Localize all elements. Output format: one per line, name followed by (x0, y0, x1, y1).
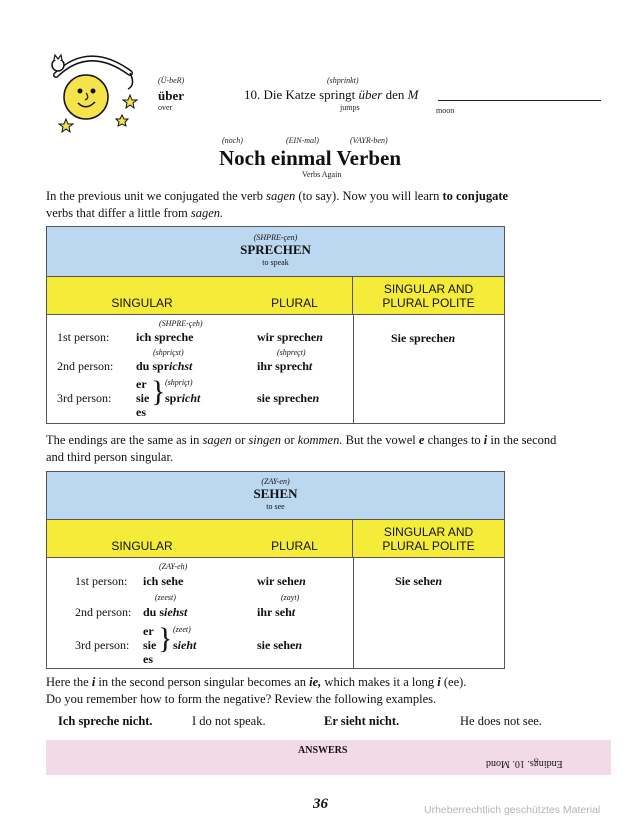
col-plural: PLURAL (237, 520, 353, 557)
copyright-watermark: Urheberrechtlich geschütztes Material (424, 804, 601, 816)
p2-pron: (zeest) (155, 593, 176, 602)
sprechen-gloss: to speak (262, 258, 289, 267)
uber-gloss: over (158, 103, 173, 112)
col-polite-line1: SINGULAR AND (383, 282, 474, 296)
p3-brace: } (158, 622, 173, 655)
p2-pron: (shpriçst) (153, 348, 184, 357)
para-text: (ee). (443, 675, 467, 689)
p2-plural: ihr seht (257, 605, 296, 619)
p2-plural-pron: (shpreçt) (277, 348, 306, 357)
example-1-german: Ich spreche nicht. (58, 714, 153, 728)
title-pron-einmal: (EIN-mal) (286, 136, 319, 145)
jumps-gloss: jumps (340, 103, 360, 112)
intro-text: In the previous unit we conjugated the verb (46, 189, 263, 203)
exercise-10-sentence (244, 87, 418, 103)
p3-es: es (136, 405, 146, 419)
para-letter: e (418, 433, 425, 447)
p3-sie: sie (136, 391, 150, 405)
para-letter: i (437, 675, 441, 689)
sprechen-pronunciation: (SHPRE-çen) (253, 233, 298, 242)
para-text: or (284, 433, 295, 447)
title-pron-verben: (VAYR-ben) (350, 136, 388, 145)
cat-moon-illustration (44, 45, 144, 135)
uber-word: über (158, 88, 184, 103)
sentence-den: den (385, 87, 405, 102)
sprechen-conjugation-table (46, 226, 505, 424)
answers-upside-down: Endings. 10. Mond (486, 758, 563, 769)
sprechen-column-headers (47, 277, 504, 315)
p3-er: er (136, 377, 147, 391)
col-polite-line2: PLURAL POLITE (382, 539, 475, 553)
sentence-blank-letter: M (407, 87, 419, 102)
long-i-paragraph (46, 674, 466, 708)
polite-form: Sie sehen (395, 574, 443, 588)
p3-plural: sie sehen (257, 638, 303, 652)
para-verb: singen (248, 433, 282, 447)
polite-form: Sie sprechen (391, 331, 456, 345)
sprechen-body (47, 315, 504, 423)
para-text: in the second (490, 433, 557, 447)
answers-box (46, 740, 611, 775)
p3-pron: (shpriçt) (165, 378, 193, 387)
example-2-german: Er sieht nicht. (324, 714, 400, 728)
title-pron-noch: (noch) (222, 136, 243, 145)
p3-pron: (zeet) (173, 625, 191, 634)
para-text: or (234, 433, 246, 447)
p2-label: 2nd person: (75, 605, 132, 619)
p3-er: er (143, 624, 154, 638)
para-verb: kommen. (297, 433, 343, 447)
intro-verb-sagen: sagen. (190, 206, 224, 220)
col-polite (353, 277, 504, 314)
col-polite-line2: PLURAL POLITE (382, 296, 475, 310)
para-text: in the second person singular becomes an (98, 675, 307, 689)
sentence-uber: über (358, 87, 383, 102)
uber-pronunciation: (Ü-beR) (158, 76, 185, 85)
para-text: But the vowel (345, 433, 416, 447)
p2-label: 2nd person: (57, 359, 114, 373)
para-letter: ie, (309, 675, 322, 689)
p1-label: 1st person: (57, 330, 110, 344)
sehen-gloss: to see (266, 502, 285, 511)
example-2-english: He does not see. (460, 714, 542, 728)
intro-text: verbs that differ a little from (46, 206, 188, 220)
p1-singular: ich sehe (143, 574, 184, 588)
col-singular: SINGULAR (111, 539, 173, 553)
para-text: Do you remember how to form the negative? Review the following examples. (46, 692, 437, 706)
p3-singular: spricht (165, 391, 201, 405)
p1-label: 1st person: (75, 574, 128, 588)
page-number: 36 (313, 796, 328, 812)
intro-text-bold: to conjugate (442, 189, 509, 203)
answer-blank-line (438, 100, 601, 101)
p3-plural: sie sprechen (257, 391, 320, 405)
sprechen-header (47, 227, 504, 277)
col-singular: SINGULAR (111, 296, 173, 310)
p3-sie: sie (143, 638, 157, 652)
para-text: which makes it a long (324, 675, 435, 689)
intro-paragraph (46, 188, 508, 222)
sprechen-verb: SPRECHEN (240, 242, 311, 257)
para-text: Here the (46, 675, 89, 689)
para-text: The endings are the same as in (46, 433, 200, 447)
intro-verb-sagen: sagen (266, 189, 296, 203)
springt-pronunciation: (shprinkt) (327, 76, 359, 85)
p1-pron: (ZAY-eh) (159, 562, 188, 571)
p2-plural-pron: (zayt) (281, 593, 300, 602)
p3-es: es (143, 652, 153, 666)
col-plural: PLURAL (237, 277, 353, 314)
endings-paragraph (46, 432, 556, 466)
p2-singular: du siehst (143, 605, 188, 619)
p1-singular: ich spreche (136, 330, 194, 344)
sehen-conjugation-table (46, 471, 505, 669)
p1-plural: wir sehen (257, 574, 306, 588)
sentence-verb: springt (319, 87, 356, 102)
para-text: and third person singular. (46, 450, 174, 464)
sentence-prefix: 10. Die Katze (244, 87, 316, 102)
sehen-verb: SEHEN (253, 486, 298, 501)
p1-plural: wir sprechen (257, 330, 323, 344)
p2-plural: ihr sprecht (257, 359, 313, 373)
title-gloss: Verbs Again (302, 170, 342, 179)
p2-singular: du sprichst (136, 359, 193, 373)
col-polite-line1: SINGULAR AND (383, 525, 474, 539)
para-letter: i (91, 675, 96, 689)
page-title: Noch einmal Verben (219, 146, 402, 170)
sehen-column-headers (47, 520, 504, 558)
col-polite (353, 520, 504, 557)
p3-label: 3rd person: (75, 638, 130, 652)
p3-brace: } (151, 375, 166, 408)
intro-text: (to say). Now you will learn (298, 189, 440, 203)
sehen-body (47, 558, 504, 668)
example-1-english: I do not speak. (192, 714, 266, 728)
para-text: changes to (427, 433, 481, 447)
sehen-pronunciation: (ZAY-en) (261, 477, 290, 486)
sehen-header (47, 472, 504, 520)
moon-gloss: moon (436, 106, 455, 115)
answers-title: ANSWERS (298, 745, 348, 756)
para-letter: i (483, 433, 488, 447)
p3-label: 3rd person: (57, 391, 112, 405)
p3-singular: sieht (173, 638, 197, 652)
para-verb: sagen (202, 433, 232, 447)
p1-pron: (SHPRE-çeh) (159, 319, 203, 328)
